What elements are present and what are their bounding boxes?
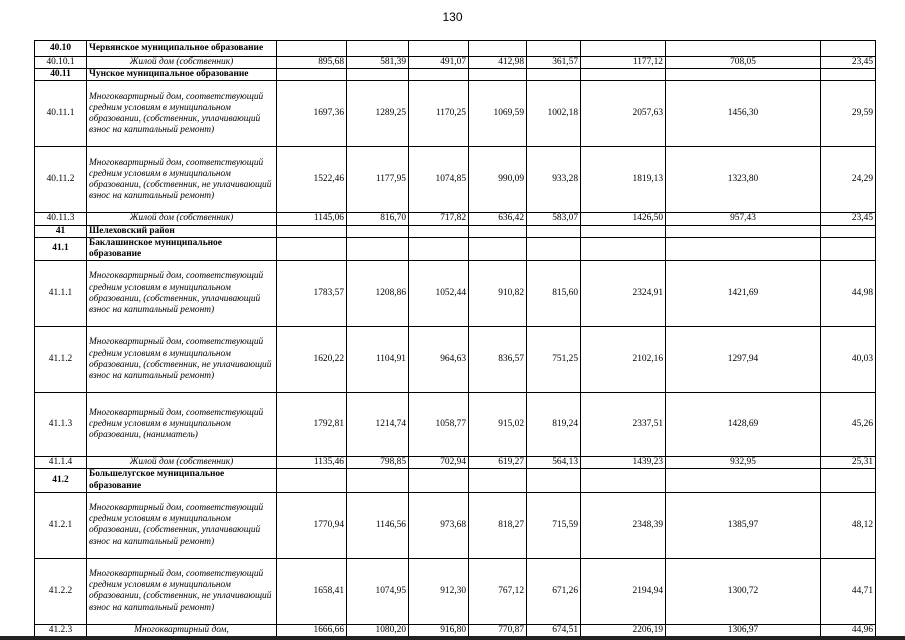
value-cell: 40,03 xyxy=(821,327,876,393)
value-cell: 1104,91 xyxy=(347,327,409,393)
value-cell: 23,45 xyxy=(821,213,876,225)
value-cell: 1306,97 xyxy=(666,624,821,636)
table-row xyxy=(35,393,876,457)
value-cell: 1297,94 xyxy=(666,327,821,393)
value-cell: 45,26 xyxy=(821,393,876,457)
row-code: 41.1.3 xyxy=(35,393,87,457)
empty-cell xyxy=(347,225,409,237)
value-cell: 1170,25 xyxy=(409,81,469,147)
value-cell: 702,94 xyxy=(409,457,469,469)
section-title: Большелугское муниципальное образование xyxy=(87,469,277,492)
empty-cell xyxy=(409,69,469,81)
row-code: 41.1.2 xyxy=(35,327,87,393)
row-description: Многоквартирный дом, xyxy=(87,624,277,636)
row-code: 41.2.3 xyxy=(35,624,87,636)
value-cell: 1522,46 xyxy=(277,147,347,213)
section-title: Шелеховский район xyxy=(87,225,277,237)
value-cell: 24,29 xyxy=(821,147,876,213)
section-row xyxy=(35,469,876,492)
empty-cell xyxy=(469,225,527,237)
value-cell: 1074,95 xyxy=(347,558,409,624)
row-description: Многоквартирный дом, соответствующий средним условиям в муниципальном образовании, (собственник, уплачивающий взнос на капитальный ремонт) xyxy=(87,492,277,558)
empty-cell xyxy=(347,469,409,492)
value-cell: 1300,72 xyxy=(666,558,821,624)
value-cell: 2102,16 xyxy=(581,327,666,393)
empty-cell xyxy=(347,69,409,81)
value-cell: 895,68 xyxy=(277,57,347,69)
table-row xyxy=(35,57,876,69)
value-cell: 1214,74 xyxy=(347,393,409,457)
empty-cell xyxy=(347,237,409,260)
value-cell: 581,39 xyxy=(347,57,409,69)
empty-cell xyxy=(666,69,821,81)
empty-cell xyxy=(277,225,347,237)
table-row xyxy=(35,558,876,624)
value-cell: 1289,25 xyxy=(347,81,409,147)
row-description: Многоквартирный дом, соответствующий средним условиям в муниципальном образовании, (наниматель) xyxy=(87,393,277,457)
value-cell: 361,57 xyxy=(527,57,581,69)
value-cell: 25,31 xyxy=(821,457,876,469)
value-cell: 1770,94 xyxy=(277,492,347,558)
value-cell: 798,85 xyxy=(347,457,409,469)
value-cell: 1058,77 xyxy=(409,393,469,457)
empty-cell xyxy=(277,469,347,492)
value-cell: 564,13 xyxy=(527,457,581,469)
empty-cell xyxy=(821,69,876,81)
value-cell: 1146,56 xyxy=(347,492,409,558)
value-cell: 1783,57 xyxy=(277,261,347,327)
value-cell: 1323,80 xyxy=(666,147,821,213)
value-cell: 819,24 xyxy=(527,393,581,457)
section-row xyxy=(35,225,876,237)
empty-cell xyxy=(527,225,581,237)
value-cell: 1428,69 xyxy=(666,393,821,457)
value-cell: 933,28 xyxy=(527,147,581,213)
tariff-table xyxy=(34,40,876,637)
empty-cell xyxy=(527,41,581,57)
empty-cell xyxy=(666,469,821,492)
empty-cell xyxy=(527,69,581,81)
value-cell: 2348,39 xyxy=(581,492,666,558)
value-cell: 44,98 xyxy=(821,261,876,327)
value-cell: 412,98 xyxy=(469,57,527,69)
empty-cell xyxy=(527,237,581,260)
value-cell: 1697,36 xyxy=(277,81,347,147)
table-row xyxy=(35,624,876,636)
table-row xyxy=(35,147,876,213)
empty-cell xyxy=(821,225,876,237)
value-cell: 1385,97 xyxy=(666,492,821,558)
empty-cell xyxy=(581,469,666,492)
value-cell: 2057,63 xyxy=(581,81,666,147)
table-row xyxy=(35,492,876,558)
value-cell: 836,57 xyxy=(469,327,527,393)
empty-cell xyxy=(581,69,666,81)
empty-cell xyxy=(581,41,666,57)
row-code: 40.11.1 xyxy=(35,81,87,147)
value-cell: 717,82 xyxy=(409,213,469,225)
row-description: Многоквартирный дом, соответствующий средним условиям в муниципальном образовании, (собственник, уплачивающий взнос на капитальный ремонт) xyxy=(87,81,277,147)
empty-cell xyxy=(469,69,527,81)
empty-cell xyxy=(469,469,527,492)
row-description: Многоквартирный дом, соответствующий средним условиям в муниципальном образовании, (собственник, не уплачивающий взнос на капитальный ремонт) xyxy=(87,327,277,393)
value-cell: 912,30 xyxy=(409,558,469,624)
value-cell: 816,70 xyxy=(347,213,409,225)
value-cell: 990,09 xyxy=(469,147,527,213)
value-cell: 1819,13 xyxy=(581,147,666,213)
value-cell: 1658,41 xyxy=(277,558,347,624)
value-cell: 751,25 xyxy=(527,327,581,393)
value-cell: 1145,06 xyxy=(277,213,347,225)
value-cell: 973,68 xyxy=(409,492,469,558)
empty-cell xyxy=(821,469,876,492)
scan-edge xyxy=(0,636,905,640)
empty-cell xyxy=(821,41,876,57)
value-cell: 674,51 xyxy=(527,624,581,636)
value-cell: 2194,94 xyxy=(581,558,666,624)
value-cell: 619,27 xyxy=(469,457,527,469)
empty-cell xyxy=(409,41,469,57)
value-cell: 491,07 xyxy=(409,57,469,69)
empty-cell xyxy=(469,237,527,260)
table-row xyxy=(35,457,876,469)
section-title: Чунское муниципальное образование xyxy=(87,69,277,81)
table-row xyxy=(35,81,876,147)
row-code: 40.11 xyxy=(35,69,87,81)
row-description: Жилой дом (собственник) xyxy=(87,457,277,469)
empty-cell xyxy=(469,41,527,57)
section-row xyxy=(35,69,876,81)
value-cell: 1069,59 xyxy=(469,81,527,147)
value-cell: 957,43 xyxy=(666,213,821,225)
section-row xyxy=(35,41,876,57)
value-cell: 916,80 xyxy=(409,624,469,636)
row-description: Многоквартирный дом, соответствующий средним условиям в муниципальном образовании, (собственник, не уплачивающий взнос на капитальный ремонт) xyxy=(87,558,277,624)
row-code: 41.1 xyxy=(35,237,87,260)
value-cell: 1439,23 xyxy=(581,457,666,469)
value-cell: 932,95 xyxy=(666,457,821,469)
value-cell: 910,82 xyxy=(469,261,527,327)
section-title: Баклашинское муниципальное образование xyxy=(87,237,277,260)
row-description: Многоквартирный дом, соответствующий средним условиям в муниципальном образовании, (собственник, уплачивающий взнос на капитальный ремонт) xyxy=(87,261,277,327)
empty-cell xyxy=(581,225,666,237)
value-cell: 583,07 xyxy=(527,213,581,225)
value-cell: 1426,50 xyxy=(581,213,666,225)
value-cell: 2324,91 xyxy=(581,261,666,327)
value-cell: 44,96 xyxy=(821,624,876,636)
row-code: 41.1.1 xyxy=(35,261,87,327)
value-cell: 44,71 xyxy=(821,558,876,624)
value-cell: 2337,51 xyxy=(581,393,666,457)
value-cell: 1456,30 xyxy=(666,81,821,147)
empty-cell xyxy=(581,237,666,260)
row-code: 41.1.4 xyxy=(35,457,87,469)
value-cell: 1002,18 xyxy=(527,81,581,147)
value-cell: 2206,19 xyxy=(581,624,666,636)
value-cell: 708,05 xyxy=(666,57,821,69)
empty-cell xyxy=(666,225,821,237)
empty-cell xyxy=(666,237,821,260)
row-description: Многоквартирный дом, соответствующий средним условиям в муниципальном образовании, (собственник, не уплачивающий взнос на капитальный ремонт) xyxy=(87,147,277,213)
value-cell: 1080,20 xyxy=(347,624,409,636)
section-title: Червянское муниципальное образование xyxy=(87,41,277,57)
table-body xyxy=(35,41,876,637)
row-description: Жилой дом (собственник) xyxy=(87,213,277,225)
row-code: 41.2.2 xyxy=(35,558,87,624)
row-code: 41 xyxy=(35,225,87,237)
value-cell: 23,45 xyxy=(821,57,876,69)
row-code: 41.2 xyxy=(35,469,87,492)
value-cell: 1074,85 xyxy=(409,147,469,213)
value-cell: 770,87 xyxy=(469,624,527,636)
section-row xyxy=(35,237,876,260)
value-cell: 29,59 xyxy=(821,81,876,147)
value-cell: 964,63 xyxy=(409,327,469,393)
value-cell: 818,27 xyxy=(469,492,527,558)
value-cell: 1177,95 xyxy=(347,147,409,213)
value-cell: 715,59 xyxy=(527,492,581,558)
row-code: 40.11.3 xyxy=(35,213,87,225)
row-code: 41.2.1 xyxy=(35,492,87,558)
empty-cell xyxy=(277,69,347,81)
value-cell: 1052,44 xyxy=(409,261,469,327)
empty-cell xyxy=(409,225,469,237)
empty-cell xyxy=(666,41,821,57)
value-cell: 1792,81 xyxy=(277,393,347,457)
empty-cell xyxy=(527,469,581,492)
empty-cell xyxy=(277,237,347,260)
empty-cell xyxy=(409,237,469,260)
value-cell: 636,42 xyxy=(469,213,527,225)
page-number: 130 xyxy=(442,10,463,24)
value-cell: 1421,69 xyxy=(666,261,821,327)
empty-cell xyxy=(277,41,347,57)
row-description: Жилой дом (собственник) xyxy=(87,57,277,69)
empty-cell xyxy=(347,41,409,57)
row-code: 40.10.1 xyxy=(35,57,87,69)
row-code: 40.11.2 xyxy=(35,147,87,213)
empty-cell xyxy=(409,469,469,492)
value-cell: 671,26 xyxy=(527,558,581,624)
row-code: 40.10 xyxy=(35,41,87,57)
value-cell: 1177,12 xyxy=(581,57,666,69)
table-row xyxy=(35,261,876,327)
value-cell: 1135,46 xyxy=(277,457,347,469)
table-row xyxy=(35,327,876,393)
value-cell: 1666,66 xyxy=(277,624,347,636)
value-cell: 48,12 xyxy=(821,492,876,558)
value-cell: 1208,86 xyxy=(347,261,409,327)
table-row xyxy=(35,213,876,225)
empty-cell xyxy=(821,237,876,260)
value-cell: 1620,22 xyxy=(277,327,347,393)
value-cell: 815,60 xyxy=(527,261,581,327)
value-cell: 767,12 xyxy=(469,558,527,624)
value-cell: 915,02 xyxy=(469,393,527,457)
